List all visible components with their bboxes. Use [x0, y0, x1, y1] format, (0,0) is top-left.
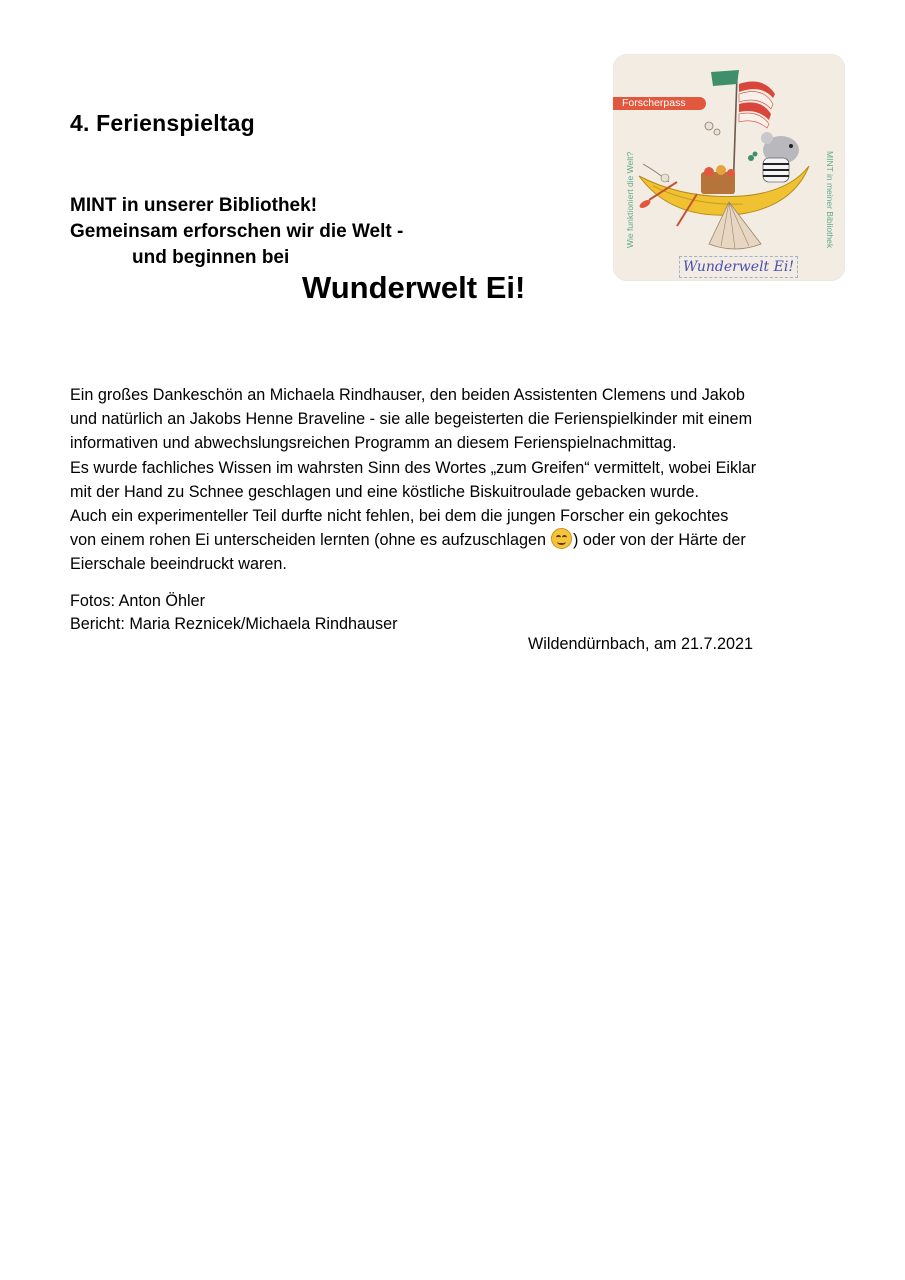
card-side-left: Wie funktioniert die Welt? — [625, 151, 635, 248]
subheading-line-2: Gemeinsam erforschen wir die Welt - — [70, 221, 404, 242]
report-credit: Bericht: Maria Reznicek/Michaela Rindhauser — [70, 614, 398, 633]
credits — [70, 590, 398, 635]
body-line: und natürlich an Jakobs Henne Braveline - sie alle begeisterten die Ferienspielkinder mit einem — [70, 410, 753, 429]
subheading-line-1: MINT in unserer Bibliothek! — [70, 195, 318, 216]
page-heading: 4. Ferienspieltag — [70, 110, 255, 136]
body-line — [70, 528, 810, 552]
body-line-7-end: ) oder von der Härte der — [573, 531, 746, 550]
place-date: Wildendürnbach, am 21.7.2021 — [528, 635, 753, 653]
smiling-face-icon — [551, 528, 572, 549]
body-line: informativen und abwechslungsreichen Programm an diesem Ferienspielnachmittag. — [70, 434, 677, 453]
body-line: Es wurde fachliches Wissen im wahrsten Sinn des Wortes „zum Greifen“ vermittelt, wobei Eiklar — [70, 458, 757, 477]
body-line: Eierschale beeindruckt waren. — [70, 555, 287, 574]
boat-mouse-illustration — [613, 54, 845, 281]
photo-credit: Fotos: Anton Öhler — [70, 592, 205, 610]
article-body — [70, 383, 810, 577]
card-title-box — [679, 256, 798, 278]
subheading-line-3: und beginnen bei — [132, 247, 290, 268]
card-tag: Forscherpass — [613, 97, 706, 110]
book-cover-image — [613, 54, 845, 281]
body-line: Ein großes Dankeschön an Michaela Rindhauser, den beiden Assistenten Clemens und Jakob — [70, 386, 745, 404]
big-title: Wunderwelt Ei! — [302, 270, 526, 305]
body-line: mit der Hand zu Schnee geschlagen und eine köstliche Biskuitroulade gebacken wurde. — [70, 482, 700, 501]
body-line: Auch ein experimenteller Teil durfte nicht fehlen, bei dem die jungen Forscher ein gekochtes — [70, 507, 729, 526]
card-side-right: MINT in meiner Bibliothek — [825, 151, 835, 249]
card-title: Wunderwelt Ei! — [683, 259, 794, 275]
body-line-7-start: von einem rohen Ei unterscheiden lernten (ohne es aufzuschlagen — [70, 531, 547, 550]
